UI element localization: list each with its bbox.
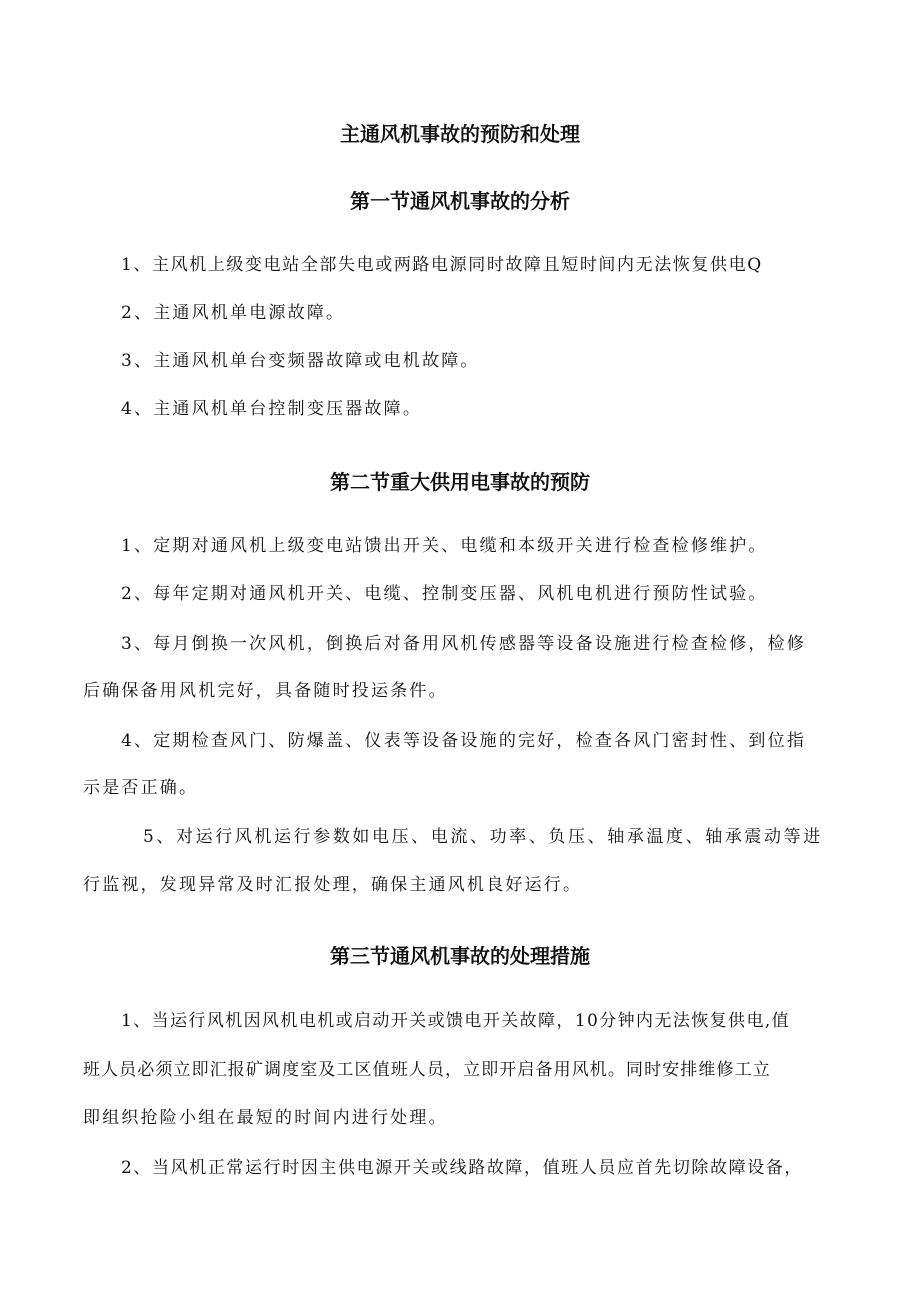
section-3-item-1-line-3: 即组织抢险小组在最短的时间内进行处理。 [83,1108,448,1128]
section-3-item-2-line-1: 2、当风机正常运行时因主供电源开关或线路故障，值班人员应首先切除故障设备， [121,1158,804,1178]
section-1-item-3: 3、主通风机单台变频器故障或电机故障。 [121,351,480,371]
section-2-item-4-line-2: 示是否正确。 [83,778,199,798]
section-1-item-2: 2、主通风机单电源故障。 [121,303,346,323]
section-2-item-1: 1、定期对通风机上级变电站馈出开关、电缆和本级开关进行检查检修维护。 [121,536,768,556]
section-2-item-5-line-2: 行监视，发现异常及时汇报处理，确保主通风机良好运行。 [83,875,583,895]
section-2-item-3-line-2: 后确保备用风机完好，具备随时投运条件。 [83,681,448,701]
section-3-heading: 第三节通风机事故的处理措施 [330,944,590,968]
section-1-item-4: 4、主通风机单台控制变压器故障。 [121,399,423,419]
document-title: 主通风机事故的预防和处理 [340,122,580,146]
section-3-item-1-line-1: 1、当运行风机因风机电机或启动开关或馈电开关故障，10分钟内无法恢复供电,值 [121,1011,791,1031]
section-1-item-1: 1、主风机上级变电站全部失电或两路电源同时故障且短时间内无法恢复供电Q [121,255,763,275]
section-2-item-4-line-1: 4、定期检查风门、防爆盖、仪表等设备设施的完好，检查各风门密封性、到位指 [121,731,807,751]
section-1-heading: 第一节通风机事故的分析 [350,189,570,213]
section-2-item-3-line-1: 3、每月倒换一次风机，倒换后对备用风机传感器等设备设施进行检查检修，检修 [121,634,807,654]
section-2-item-5-line-1: 5、对运行风机运行参数如电压、电流、功率、负压、轴承温度、轴承震动等进 [143,827,823,847]
section-3-item-1-line-2: 班人员必须立即汇报矿调度室及工区值班人员，立即开启备用风机。同时安排维修工立 [83,1060,771,1080]
section-2-heading: 第二节重大供用电事故的预防 [330,470,590,494]
section-2-item-2: 2、每年定期对通风机开关、电缆、控制变压器、风机电机进行预防性试验。 [121,584,768,604]
